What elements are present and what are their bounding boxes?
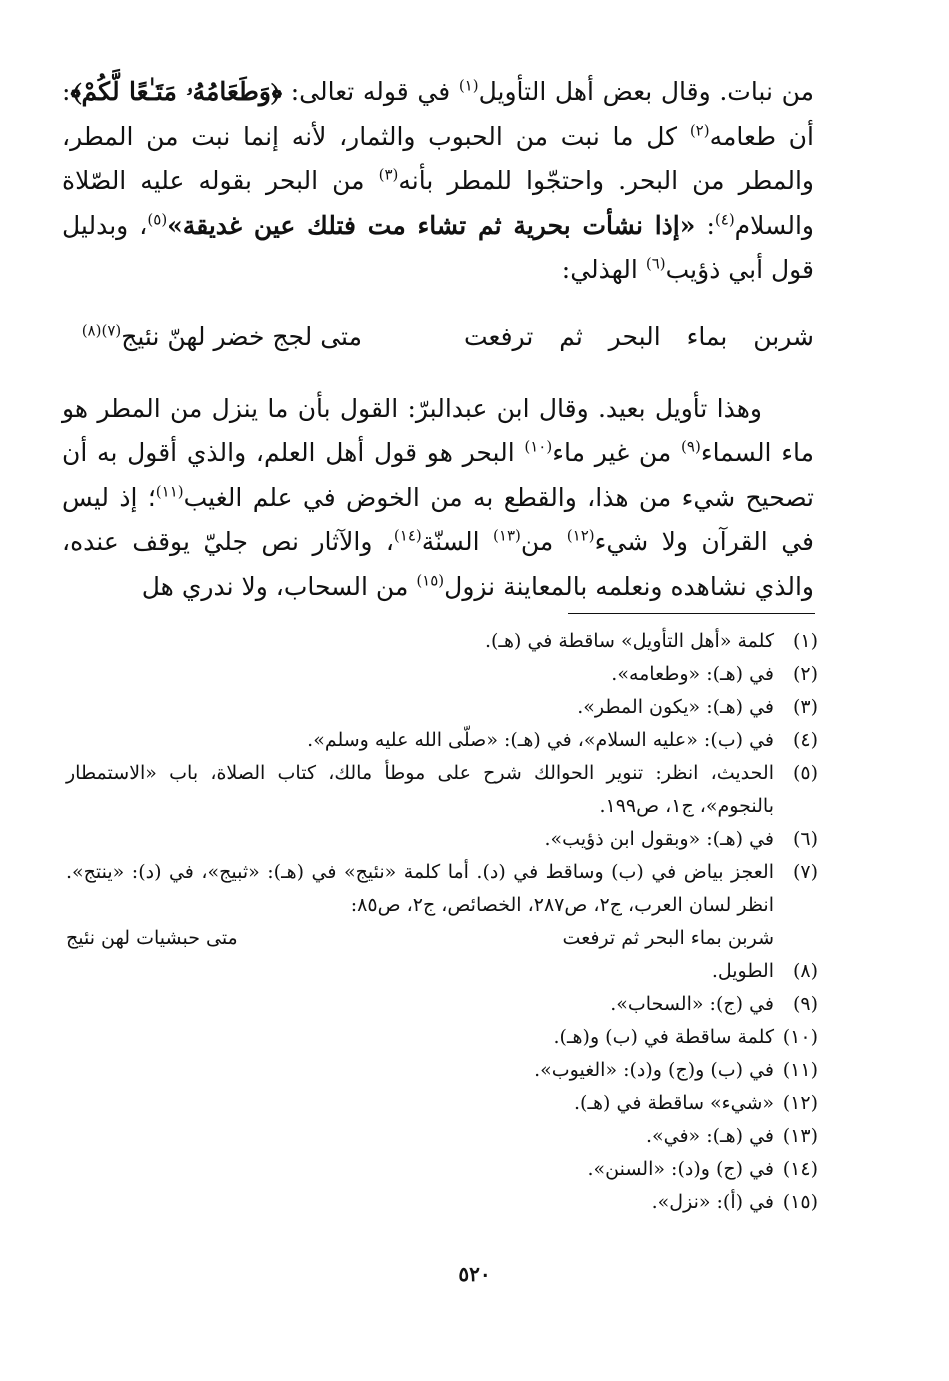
footnote-8 [66,955,818,988]
footnote-ref: (١١) [155,482,184,501]
paragraph-1 [62,70,814,293]
text-run: متى لجج خضر لهنّ نئيج [121,321,362,351]
footnote-separator [568,613,815,614]
footnote-number: (١٢) [782,1092,818,1114]
footnote-9 [66,988,818,1021]
text-run: كل ما نبت من الحبوب والثمار، لأنه إنما نبت من المطر، والمطر من البحر. واحتجّوا للمطر بأنه [62,121,814,195]
footnote-text: في (ب): «عليه السلام»، في (هـ): «صلّى الله عليه وسلم». [307,729,774,751]
footnote-number: (٨) [792,960,818,982]
footnote-ref: (٨) [81,321,102,340]
page-number: ٥٢٠ [458,1262,491,1286]
text-run: في قوله تعالى: [282,77,459,106]
footnote-10 [66,1021,818,1054]
footnote-12 [66,1087,818,1120]
poetry-verse [62,317,814,357]
quran-quote: ﴿وَطَعَامُهُۥ مَتَـٰعًا لَّكُمْ﴾ [70,77,283,106]
footnote-5 [66,757,818,823]
text-run: ؛ إذ ليس في القرآن ولا شيء [62,482,814,556]
footnote-ref: (٤) [714,210,735,229]
text-run: الهذلي: [561,255,646,284]
text-run: من البحر بقوله عليه الصّلاة والسلام [62,166,815,240]
footnote-text: في (هـ): «وبقول ابن ذؤيب». [544,828,774,850]
footnote-13 [66,1120,818,1153]
paragraph-2 [62,387,814,610]
footnote-text: «شيء» ساقطة في (هـ). [574,1092,774,1114]
footnote-number: (١١) [782,1059,818,1081]
footnote-number: (٣) [792,696,818,718]
footnote-ref: (١) [458,76,479,95]
footnote-6 [66,823,818,856]
text-run: : أن طعامه [62,77,814,151]
footnote-15 [66,1186,818,1219]
footnote-ref: (٧) [101,321,122,340]
footnote-text: في (ج) و(د): «السنن». [587,1158,774,1180]
footnote-text: كلمة ساقطة في (ب) و(هـ). [553,1026,774,1048]
text-run: : [695,210,715,240]
footnote-text: في (ب) و(ج) و(د): «الغيوب». [534,1059,774,1081]
footnote-ref: (٦) [645,254,666,273]
text-run: من السحاب، ولا ندري هل [141,571,417,601]
footnote-ref: (٢) [689,121,710,140]
footnote-number: (١٥) [782,1191,818,1213]
verse-hemistich-second: متى حبشيات لهن نئيج [66,927,238,949]
text-run: من غير ماء [552,438,682,467]
text-run: ، وبدليل قول أبي ذؤيب [62,210,814,284]
text-run: وهذا تأويل بعيد. وقال ابن عبدالبرّ: القول بأن ما ينزل من المطر هو ماء السماء [62,393,814,467]
footnote-number: (١٠) [782,1026,818,1048]
footnote-4 [66,724,818,757]
verse-hemistich-second [62,317,362,357]
footnote-number: (٩) [792,993,818,1015]
footnote-number: (٥) [792,762,818,784]
footnote-number: (١٣) [782,1125,818,1147]
footnote-3 [66,691,818,724]
footnote-7 [66,856,818,955]
footnote-number: (١٤) [782,1158,818,1180]
footnote-verse [66,922,774,955]
verse-hemistich-first: شربن بماء البحر ثم ترفعت [562,927,774,949]
footnote-text: الحديث، انظر: تنوير الحوالك شرح على موطأ مالك، كتاب الصلاة، باب «الاستمطار بالنجوم»، ج١، ص١٩٩. [66,762,774,817]
footnote-ref: (٣) [378,165,399,184]
footnote-2 [66,658,818,691]
footnote-number: (٤) [792,729,818,751]
footnote-11 [66,1054,818,1087]
footnote-ref: (٩) [681,437,701,456]
footnote-text: في (هـ): «وطعامه». [611,663,774,685]
footnote-text: كلمة «أهل التأويل» ساقطة في (هـ). [484,630,774,652]
footnote-1 [66,625,818,658]
footnote-number: (٢) [792,663,818,685]
footnote-number: (٦) [792,828,818,850]
footnote-text: في (أ): «نزل». [651,1191,774,1213]
footnote-ref: (١٠) [524,437,553,456]
footnote-ref: (١٣) [493,526,521,545]
footnote-body [66,856,774,955]
text-run: البحر هو قول أهل العلم، والذي أقول به أن تصحيح شيء من هذا، والقطع به من الخوض في علم الغيب [62,438,815,512]
verse-hemistich-first: شربن بماء البحر ثم ترفعت [464,321,814,351]
footnote-text: العجز بياض في (ب) وساقط في (د). أما كلمة «نئيج» في (هـ): «ثبيج»، في (د): «ينتج». انظر لسان العرب، ج٢، ص٢٨٧، الخصائص، ج٢، ص٨٥: [66,861,774,916]
text-run: السنّة [421,527,494,556]
footnote-ref: (١٥) [416,571,445,590]
footnote-number: (١) [792,630,818,652]
text-run: ، والآثار نص جليّ يوقف عنده، والذي نشاهده ونعلمه بالمعاينة نزول [62,527,814,601]
main-text [62,70,814,609]
footnotes [66,625,818,1219]
footnote-ref: (١٤) [393,526,422,545]
footnote-text: في (هـ): «في». [645,1125,774,1147]
footnote-ref: (١٢) [566,526,595,545]
text-run: من [520,527,567,556]
footnote-number: (٧) [792,861,818,883]
footnote-text: في (ج): «السحاب». [610,993,774,1015]
footnote-text: الطويل. [711,960,774,982]
footnote-ref: (٥) [147,210,168,229]
hadith-quote: «إذا نشأت بحرية ثم تشاء مت فتلك عين غديقة» [167,210,696,240]
footnote-text: في (هـ): «يكون المطر». [577,696,774,718]
footnote-14 [66,1153,818,1186]
text-run: من نبات. وقال بعض أهل التأويل [478,77,814,106]
